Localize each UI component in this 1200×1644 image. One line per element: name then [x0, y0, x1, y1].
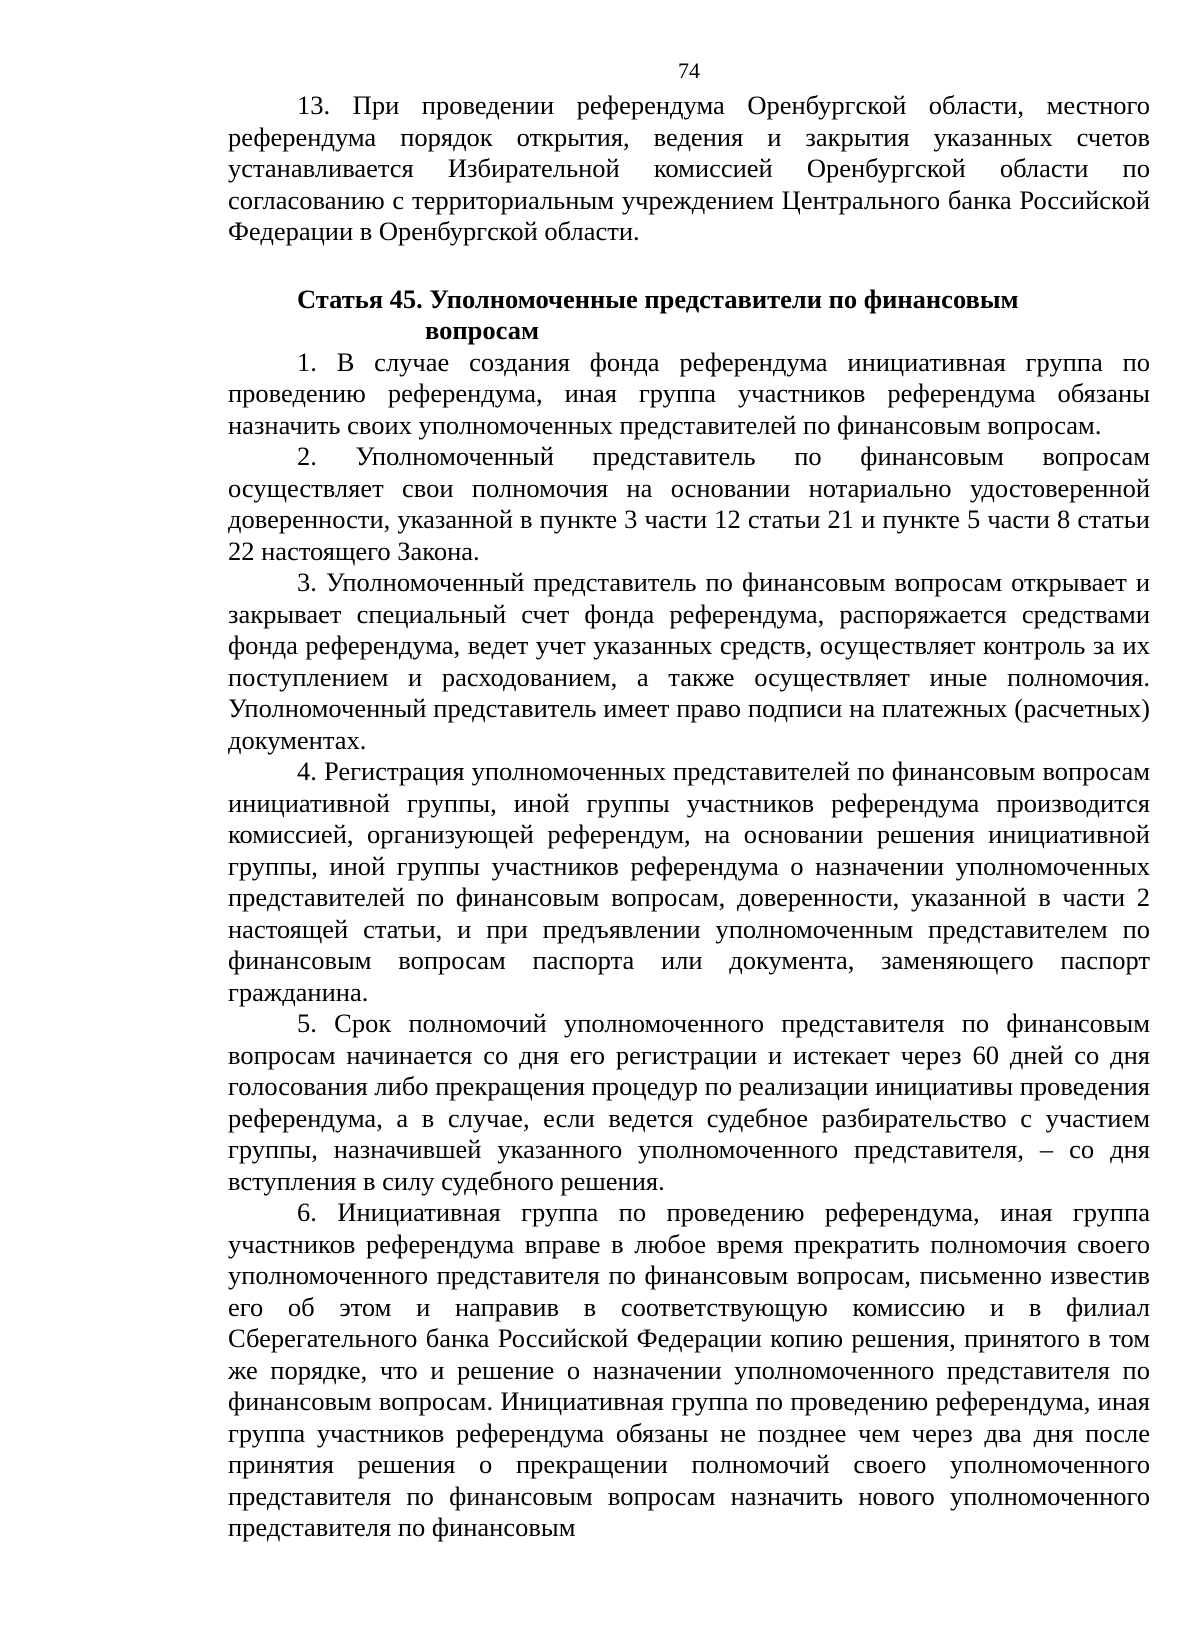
article-paragraph-6: 6. Инициативная группа по проведению референдума, иная группа участников референдума вправе в любое время прекратить полномочия своего уполномоченного представителя по финансовым вопросам, письменно известив его об этом и направив в соответствующую комиссию и в филиал Сберегательного банка Российской Федерации копию решения, принятого в том же порядке, что и решение о назначении уполномоченного представителя по финансовым вопросам. Инициативная группа по проведению референдума, иная группа участников референдума обязаны не позднее чем через два дня после принятия решения о прекращении полномочий своего уполномоченного представителя по финансовым вопросам назначить нового уполномоченного представителя по финансовым [228, 1197, 1150, 1542]
page-number: 74 [678, 58, 700, 83]
article-heading [228, 284, 1150, 347]
paragraph-13: 13. При проведении референдума Оренбургской области, местного референдума порядок открытия, ведения и закрытия указанных счетов устанавливается Избирательной комиссией Оренбургской области по согласованию с территориальным учреждением Центрального банка Российской Федерации в Оренбургской области. [228, 90, 1150, 246]
article-paragraph-4: 4. Регистрация уполномоченных представителей по финансовым вопросам инициативной группы, иной группы участников референдума производится комиссией, организующей референдум, на основании решения инициативной группы, иной группы участников референдума о назначении уполномоченных представителей по финансовым вопросам, доверенности, указанной в части 2 настоящей статьи, и при предъявлении уполномоченным представителем по финансовым вопросам паспорта или документа, заменяющего паспорт гражданина. [228, 756, 1150, 1007]
document-page [228, 56, 1150, 1544]
article-paragraph-3: 3. Уполномоченный представитель по финансовым вопросам открывает и закрывает специальный счет фонда референдума, распоряжается средствами фонда референдума, ведет учет указанных средств, осуществляет контроль за их поступлением и расходованием, а также осуществляет иные полномочия. Уполномоченный представитель имеет право подписи на платежных (расчетных) документах. [228, 567, 1150, 755]
article-title-line1: Статья 45. Уполномоченные представители по финансовым [297, 283, 1019, 314]
article-paragraph-1: 1. В случае создания фонда референдума инициативная группа по проведению референдума, иная группа участников референдума обязаны назначить своих уполномоченных представителей по финансовым вопросам. [228, 346, 1150, 440]
article-title-line2: вопросам [425, 315, 540, 345]
article-paragraph-2: 2. Уполномоченный представитель по финансовым вопросам осуществляет свои полномочия на основании нотариально удостоверенной доверенности, указанной в пункте 3 части 12 статьи 21 и пункте 5 части 8 статьи 22 настоящего Закона. [228, 441, 1150, 566]
article-paragraph-5: 5. Срок полномочий уполномоченного представителя по финансовым вопросам начинается со дня его регистрации и истекает через 60 дней со дня голосования либо прекращения процедур по реализации инициативы проведения референдума, а в случае, если ведется судебное разбирательство с участием группы, назначившей указанного уполномоченного представителя, – со дня вступления в силу судебного решения. [228, 1008, 1150, 1196]
